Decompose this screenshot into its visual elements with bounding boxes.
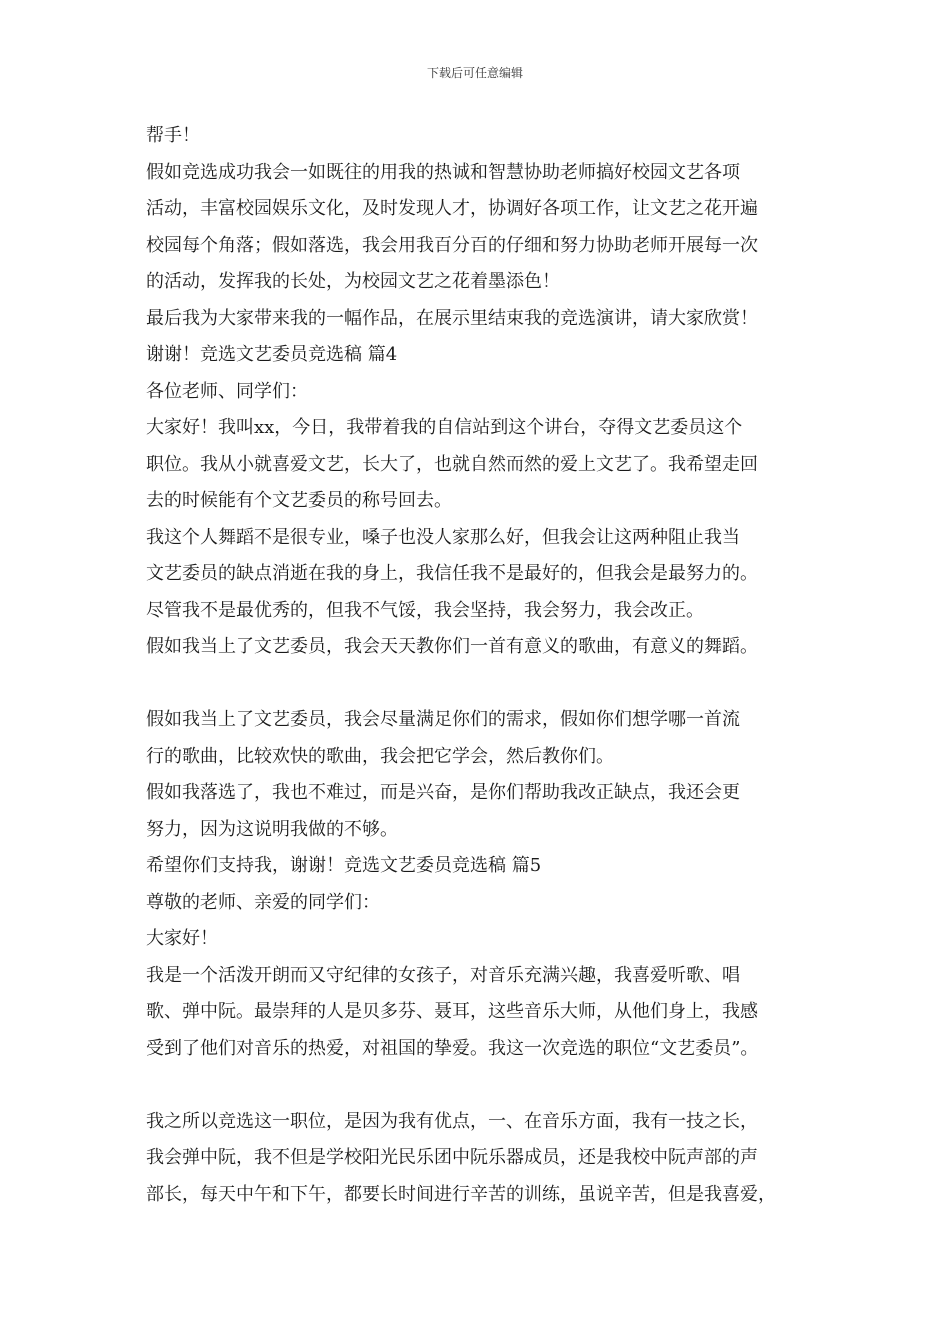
text-line: 我是一个活泼开朗而又守纪律的女孩子，对音乐充满兴趣，我喜爱听歌、唱 [146, 964, 740, 986]
section-heading-line: 谢谢！竞选文艺委员竞选稿 篇4 [146, 344, 398, 365]
text-line: 职位。我从小就喜爱文艺，长大了，也就自然而然的爱上文艺了。我希望走回 [146, 453, 758, 475]
text-line: 行的歌曲，比较欢快的歌曲，我会把它学会，然后教你们。 [146, 745, 614, 767]
text-line: 假如我落选了，我也不难过，而是兴奋，是你们帮助我改正缺点，我还会更 [146, 782, 740, 803]
blank-line [146, 666, 826, 703]
text-line: 校园每个角落；假如落选，我会用我百分百的仔细和努力协助老师开展每一次 [146, 234, 758, 256]
page-header: 下载后可任意编辑 [426, 66, 523, 80]
text-line: 我之所以竞选这一职位，是因为我有优点，一、在音乐方面，我有一技之长， [146, 1110, 758, 1132]
text-line: 尽管我不是最优秀的，但我不气馁，我会坚持，我会努力，我会改正。 [146, 599, 704, 621]
salutation-line: 尊敬的老师、亲爱的同学们： [146, 891, 380, 913]
text-line: 帮手！ [146, 125, 200, 146]
text-line: 大家好！我叫xx，今日，我带着我的自信站到这个讲台，夺得文艺委员这个 [146, 417, 743, 438]
text-line: 文艺委员的缺点消逝在我的身上，我信任我不是最好的，但我会是最努力的。 [146, 563, 758, 584]
text-line: 努力，因为这说明我做的不够。 [146, 818, 398, 840]
text-line: 部长，每天中午和下午，都要长时间进行辛苦的训练，虽说辛苦，但是我喜爱， [146, 1183, 776, 1205]
text-line: 我这个人舞蹈不是很专业，嗓子也没人家那么好，但我会让这两种阻止我当 [146, 526, 740, 548]
text-line: 假如我当上了文艺委员，我会天天教你们一首有意义的歌曲，有意义的舞蹈。 [146, 636, 758, 657]
section-heading-line: 希望你们支持我，谢谢！竞选文艺委员竞选稿 篇5 [146, 855, 542, 876]
text-line: 的活动，发挥我的长处，为校园文艺之花着墨添色！ [146, 271, 560, 292]
text-line: 受到了他们对音乐的热爱，对祖国的挚爱。我这一次竞选的职位“文艺委员”。 [146, 1037, 759, 1059]
text-line: 假如我当上了文艺委员，我会尽量满足你们的需求，假如你们想学哪一首流 [146, 709, 740, 730]
blank-line [146, 1067, 826, 1104]
text-line: 歌、弹中阮。最崇拜的人是贝多芬、聂耳，这些音乐大师，从他们身上，我感 [146, 1001, 758, 1022]
text-line: 去的时候能有个文艺委员的称号回去。 [146, 490, 452, 511]
text-line: 大家好！ [146, 928, 218, 949]
document-body [146, 118, 826, 1213]
text-line: 我会弹中阮，我不但是学校阳光民乐团中阮乐器成员，还是我校中阮声部的声 [146, 1147, 758, 1168]
text-line: 最后我为大家带来我的一幅作品，在展示里结束我的竞选演讲，请大家欣赏！ [146, 307, 758, 329]
salutation-line: 各位老师、同学们： [146, 380, 308, 402]
text-line: 假如竞选成功我会一如既往的用我的热诚和智慧协助老师搞好校园文艺各项 [146, 161, 740, 183]
text-line: 活动，丰富校园娱乐文化，及时发现人才，协调好各项工作，让文艺之花开遍 [146, 198, 758, 219]
